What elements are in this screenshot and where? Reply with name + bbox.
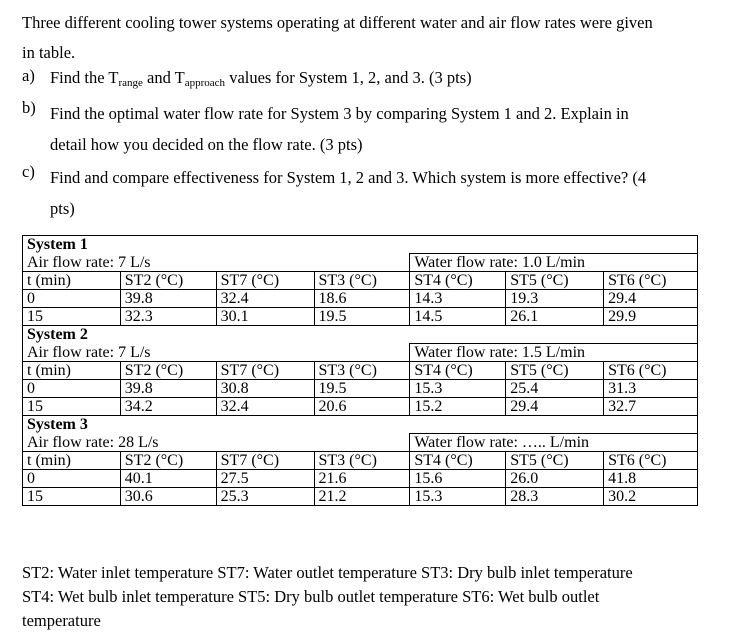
table-row: [23, 308, 698, 326]
table-cell: 29.4: [604, 290, 698, 308]
flow-rate-row: [23, 434, 698, 452]
table-cell: 32.4: [216, 290, 314, 308]
question-text: Find the optimal water flow rate for System 3 by comparing System 1 and 2. Explain in detail how you decided on the flow rate. (3 pts): [50, 104, 629, 154]
header-cell: ST6 (°C): [604, 272, 698, 290]
flow-rate-row: [23, 344, 698, 362]
table-cell: 39.8: [120, 380, 216, 398]
table-cell: 30.8: [216, 380, 314, 398]
intro-line-2: in table.: [22, 43, 76, 62]
table-cell: 21.2: [314, 488, 410, 506]
question-label: a): [22, 66, 35, 85]
header-row: [23, 272, 698, 290]
table-cell: 41.8: [604, 470, 698, 488]
table-cell: 0: [23, 470, 121, 488]
table-cell: 30.2: [604, 488, 698, 506]
table-cell: 19.5: [314, 308, 410, 326]
flow-rate-row: [23, 254, 698, 272]
header-cell: ST4 (°C): [410, 362, 506, 380]
system-title: System 1: [23, 236, 698, 254]
table-cell: 30.1: [216, 308, 314, 326]
system-title: System 3: [23, 416, 698, 434]
header-cell: ST7 (°C): [216, 452, 314, 470]
intro-line-1: Three different cooling tower systems operating at different water and air flow rates were given: [22, 13, 653, 32]
table-cell: 26.1: [506, 308, 604, 326]
system-title-row: [23, 416, 698, 434]
table-cell: 32.3: [120, 308, 216, 326]
table-cell: 26.0: [506, 470, 604, 488]
table-row: [23, 470, 698, 488]
header-cell: t (min): [23, 362, 121, 380]
header-cell: t (min): [23, 272, 121, 290]
table-cell: 30.6: [120, 488, 216, 506]
table-cell: 14.5: [410, 308, 506, 326]
water-flow-rate: Water flow rate: ….. L/min: [410, 434, 698, 452]
table-cell: 31.3: [604, 380, 698, 398]
table-cell: 29.4: [506, 398, 604, 416]
table-row: [23, 290, 698, 308]
table-cell: 0: [23, 290, 121, 308]
table-cell: 20.6: [314, 398, 410, 416]
table-cell: 15.2: [410, 398, 506, 416]
table-cell: 32.7: [604, 398, 698, 416]
header-cell: ST6 (°C): [604, 452, 698, 470]
header-cell: ST4 (°C): [410, 272, 506, 290]
system-title: System 2: [23, 326, 698, 344]
table-cell: 14.3: [410, 290, 506, 308]
table-cell: 15.3: [410, 380, 506, 398]
system-title-row: [23, 236, 698, 254]
header-cell: ST2 (°C): [120, 452, 216, 470]
air-flow-rate: Air flow rate: 7 L/s: [23, 254, 410, 272]
table-row: [23, 380, 698, 398]
header-cell: ST5 (°C): [506, 362, 604, 380]
table-cell: 39.8: [120, 290, 216, 308]
water-flow-rate: Water flow rate: 1.5 L/min: [410, 344, 698, 362]
header-cell: t (min): [23, 452, 121, 470]
question-text: Find the $T_{range}$ and $T_{approach}$ values for System 1, 2, and 3. (3 pts): [50, 68, 472, 89]
table-cell: 19.3: [506, 290, 604, 308]
footnote-line: temperature: [22, 611, 101, 630]
question-label: c): [22, 162, 35, 181]
legend-footnote: [22, 561, 707, 633]
table-cell: 34.2: [120, 398, 216, 416]
table-cell: 15.6: [410, 470, 506, 488]
table-cell: 40.1: [120, 470, 216, 488]
table-cell: 18.6: [314, 290, 410, 308]
header-cell: ST6 (°C): [604, 362, 698, 380]
header-cell: ST3 (°C): [314, 362, 410, 380]
system-title-row: [23, 326, 698, 344]
header-cell: ST3 (°C): [314, 272, 410, 290]
table-row: [23, 488, 698, 506]
table-cell: 25.3: [216, 488, 314, 506]
table-cell: 15: [23, 398, 121, 416]
header-cell: ST2 (°C): [120, 272, 216, 290]
table-cell: 15.3: [410, 488, 506, 506]
air-flow-rate: Air flow rate: 7 L/s: [23, 344, 410, 362]
table-cell: 15: [23, 308, 121, 326]
header-cell: ST2 (°C): [120, 362, 216, 380]
question-label: b): [22, 98, 36, 117]
header-row: [23, 362, 698, 380]
table-row: [23, 398, 698, 416]
table-cell: 27.5: [216, 470, 314, 488]
header-row: [23, 452, 698, 470]
table-cell: 21.6: [314, 470, 410, 488]
footnote-line: ST2: Water inlet temperature ST7: Water outlet temperature ST3: Dry bulb inlet temperature: [22, 563, 633, 582]
header-cell: ST3 (°C): [314, 452, 410, 470]
table-cell: 28.3: [506, 488, 604, 506]
table-cell: 29.9: [604, 308, 698, 326]
air-flow-rate: Air flow rate: 28 L/s: [23, 434, 410, 452]
intro-paragraph: [22, 8, 722, 68]
table-cell: 19.5: [314, 380, 410, 398]
water-flow-rate: Water flow rate: 1.0 L/min: [410, 254, 698, 272]
header-cell: ST5 (°C): [506, 272, 604, 290]
header-cell: ST5 (°C): [506, 452, 604, 470]
table-cell: 32.4: [216, 398, 314, 416]
question-text: Find and compare effectiveness for System 1, 2 and 3. Which system is more effective? (4 pts): [50, 168, 647, 218]
table-cell: 0: [23, 380, 121, 398]
table-cell: 15: [23, 488, 121, 506]
footnote-line: ST4: Wet bulb inlet temperature ST5: Dry bulb outlet temperature ST6: Wet bulb outlet: [22, 587, 600, 606]
header-cell: ST7 (°C): [216, 362, 314, 380]
header-cell: ST7 (°C): [216, 272, 314, 290]
cooling-tower-data-table: [22, 235, 698, 506]
header-cell: ST4 (°C): [410, 452, 506, 470]
table-cell: 25.4: [506, 380, 604, 398]
